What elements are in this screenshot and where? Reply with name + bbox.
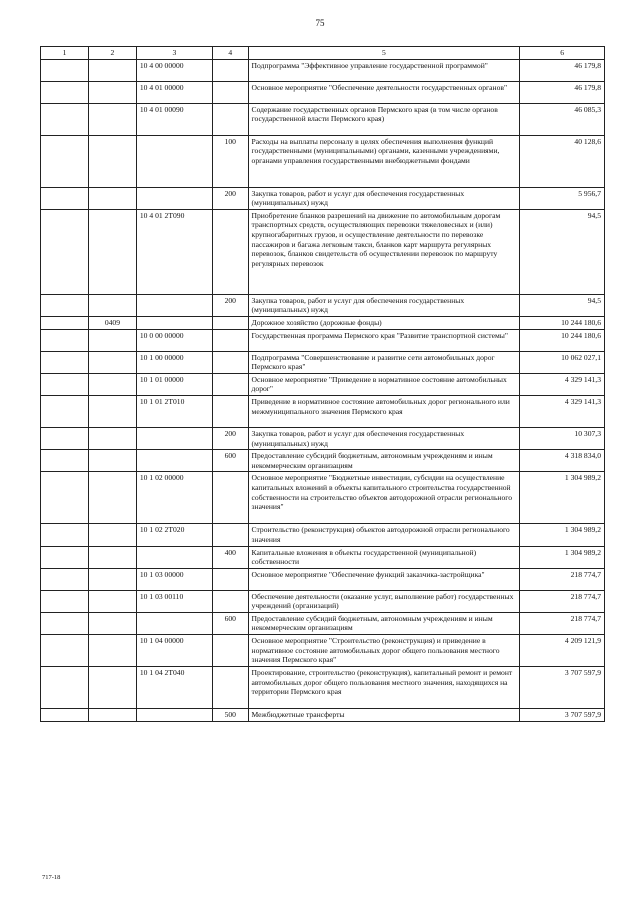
amount-cell: 1 304 989,2 (520, 546, 605, 568)
item-name-cell: Основное мероприятие "Обеспечение деятельности государственных органов" (248, 81, 520, 103)
table-row (41, 427, 605, 449)
subsection-code-cell (88, 546, 136, 568)
table-row (41, 351, 605, 373)
subsection-code-cell (88, 568, 136, 590)
target-article-cell: 10 1 02 00000 (136, 472, 212, 524)
subsection-code-cell (88, 135, 136, 187)
subsection-code-cell (88, 395, 136, 427)
section-code-cell (41, 546, 89, 568)
subsection-code-cell (88, 373, 136, 395)
section-code-cell (41, 709, 89, 722)
expense-type-cell: 600 (213, 450, 249, 472)
amount-cell: 3 707 597,9 (520, 709, 605, 722)
table-row (41, 329, 605, 351)
amount-cell: 46 179,8 (520, 59, 605, 81)
subsection-code-cell (88, 103, 136, 135)
target-article-cell: 10 1 03 00000 (136, 568, 212, 590)
item-name-cell: Предоставление субсидий бюджетным, автономным учреждениям и иным некоммерческим организациям (248, 450, 520, 472)
item-name-cell: Расходы на выплаты персоналу в целях обеспечения выполнения функций государственными (муниципальными) органами, казенными учреждениями, органами управления государственными внебюджетными фондами (248, 135, 520, 187)
table-row (41, 450, 605, 472)
subsection-code-cell (88, 209, 136, 294)
section-code-cell (41, 103, 89, 135)
table-row (41, 524, 605, 546)
expense-type-cell (213, 472, 249, 524)
expense-type-cell (213, 590, 249, 612)
budget-table (40, 46, 605, 722)
item-name-cell: Строительство (реконструкция) объектов автодорожной отрасли регионального значения (248, 524, 520, 546)
target-article-cell: 10 1 01 2Т010 (136, 395, 212, 427)
amount-cell: 10 244 180,6 (520, 316, 605, 329)
column-number: 3 (136, 47, 212, 60)
section-code-cell (41, 209, 89, 294)
section-code-cell (41, 187, 89, 209)
amount-cell: 10 244 180,6 (520, 329, 605, 351)
amount-cell: 1 304 989,2 (520, 524, 605, 546)
item-name-cell: Капитальные вложения в объекты государственной (муниципальной) собственности (248, 546, 520, 568)
subsection-code-cell (88, 612, 136, 634)
amount-cell: 40 128,6 (520, 135, 605, 187)
subsection-code-cell (88, 427, 136, 449)
table-row (41, 590, 605, 612)
column-number: 2 (88, 47, 136, 60)
table-row (41, 472, 605, 524)
column-number: 6 (520, 47, 605, 60)
amount-cell: 4 209 121,9 (520, 635, 605, 667)
subsection-code-cell (88, 81, 136, 103)
amount-cell: 94,5 (520, 294, 605, 316)
expense-type-cell: 400 (213, 546, 249, 568)
item-name-cell: Основное мероприятие "Обеспечение функций заказчика-застройщика" (248, 568, 520, 590)
section-code-cell (41, 568, 89, 590)
amount-cell: 10 062 027,1 (520, 351, 605, 373)
section-code-cell (41, 81, 89, 103)
column-number: 5 (248, 47, 520, 60)
amount-cell: 3 707 597,9 (520, 667, 605, 709)
page-number: 75 (315, 18, 325, 28)
subsection-code-cell (88, 524, 136, 546)
target-article-cell: 10 1 00 00000 (136, 351, 212, 373)
item-name-cell: Приобретение бланков разрешений на движение по автомобильным дорогам транспортных средств, осуществляющих перевозки тяжеловесных и (или) крупногабаритных грузов, и осуществление деятельности по перевозке пассажиров и багажа легковым такси, бланков карт маршрута регулярных перевозок, бланков свидетельств об осуществлении перевозок по маршруту регулярных перевозок (248, 209, 520, 294)
table-row (41, 135, 605, 187)
table-row (41, 187, 605, 209)
section-code-cell (41, 524, 89, 546)
amount-cell: 1 304 989,2 (520, 472, 605, 524)
table-row (41, 373, 605, 395)
column-number: 4 (213, 47, 249, 60)
subsection-code-cell (88, 590, 136, 612)
expense-type-cell (213, 667, 249, 709)
expense-type-cell (213, 81, 249, 103)
amount-cell: 218 774,7 (520, 590, 605, 612)
target-article-cell (136, 294, 212, 316)
item-name-cell: Дорожное хозяйство (дорожные фонды) (248, 316, 520, 329)
amount-cell: 46 085,3 (520, 103, 605, 135)
section-code-cell (41, 427, 89, 449)
expense-type-cell (213, 103, 249, 135)
table-row (41, 612, 605, 634)
subsection-code-cell: 0409 (88, 316, 136, 329)
expense-type-cell (213, 209, 249, 294)
expense-type-cell (213, 568, 249, 590)
amount-cell: 218 774,7 (520, 568, 605, 590)
subsection-code-cell (88, 351, 136, 373)
item-name-cell: Основное мероприятие "Строительство (реконструкция) и приведение в нормативное состояние автомобильных дорог общего пользования местного значения Пермского края" (248, 635, 520, 667)
table-row (41, 81, 605, 103)
amount-cell: 94,5 (520, 209, 605, 294)
expense-type-cell (213, 316, 249, 329)
target-article-cell (136, 450, 212, 472)
section-code-cell (41, 329, 89, 351)
item-name-cell: Основное мероприятие "Приведение в нормативное состояние автомобильных дорог" (248, 373, 520, 395)
table-row (41, 209, 605, 294)
target-article-cell (136, 546, 212, 568)
item-name-cell: Закупка товаров, работ и услуг для обеспечения государственных (муниципальных) нужд (248, 427, 520, 449)
expense-type-cell: 200 (213, 187, 249, 209)
item-name-cell: Государственная программа Пермского края "Развитие транспортной системы" (248, 329, 520, 351)
subsection-code-cell (88, 450, 136, 472)
column-number: 1 (41, 47, 89, 60)
section-code-cell (41, 316, 89, 329)
footer-code: 717-18 (42, 874, 61, 881)
expense-type-cell: 200 (213, 294, 249, 316)
target-article-cell: 10 1 02 2Т020 (136, 524, 212, 546)
section-code-cell (41, 635, 89, 667)
subsection-code-cell (88, 635, 136, 667)
table-row (41, 59, 605, 81)
target-article-cell (136, 135, 212, 187)
table-row (41, 316, 605, 329)
section-code-cell (41, 59, 89, 81)
table-row (41, 568, 605, 590)
target-article-cell: 10 1 04 00000 (136, 635, 212, 667)
section-code-cell (41, 373, 89, 395)
subsection-code-cell (88, 187, 136, 209)
target-article-cell: 10 1 04 2Т040 (136, 667, 212, 709)
section-code-cell (41, 294, 89, 316)
target-article-cell (136, 612, 212, 634)
section-code-cell (41, 590, 89, 612)
column-number-row (41, 47, 605, 60)
section-code-cell (41, 667, 89, 709)
target-article-cell (136, 427, 212, 449)
item-name-cell: Межбюджетные трансферты (248, 709, 520, 722)
item-name-cell: Содержание государственных органов Пермского края (в том числе органов государственной власти Пермского края) (248, 103, 520, 135)
target-article-cell (136, 316, 212, 329)
expense-type-cell (213, 329, 249, 351)
table-row (41, 667, 605, 709)
expense-type-cell (213, 373, 249, 395)
item-name-cell: Приведение в нормативное состояние автомобильных дорог регионального или межмуниципального значения Пермского края (248, 395, 520, 427)
item-name-cell: Предоставление субсидий бюджетным, автономным учреждениям и иным некоммерческим организациям (248, 612, 520, 634)
table-row (41, 635, 605, 667)
expense-type-cell: 200 (213, 427, 249, 449)
item-name-cell: Закупка товаров, работ и услуг для обеспечения государственных (муниципальных) нужд (248, 187, 520, 209)
subsection-code-cell (88, 59, 136, 81)
expense-type-cell (213, 524, 249, 546)
section-code-cell (41, 612, 89, 634)
item-name-cell: Проектирование, строительство (реконструкция), капитальный ремонт и ремонт автомобильных дорог общего пользования местного значения, находящихся на территории Пермского края (248, 667, 520, 709)
expense-type-cell: 100 (213, 135, 249, 187)
item-name-cell: Подпрограмма "Совершенствование и развитие сети автомобильных дорог Пермского края" (248, 351, 520, 373)
table-row (41, 546, 605, 568)
amount-cell: 10 307,3 (520, 427, 605, 449)
item-name-cell: Подпрограмма "Эффективное управление государственной программой" (248, 59, 520, 81)
target-article-cell: 10 1 03 00110 (136, 590, 212, 612)
amount-cell: 4 329 141,3 (520, 395, 605, 427)
section-code-cell (41, 351, 89, 373)
table-row (41, 709, 605, 722)
subsection-code-cell (88, 329, 136, 351)
amount-cell: 4 318 834,0 (520, 450, 605, 472)
item-name-cell: Обеспечение деятельности (оказание услуг, выполнение работ) государственных учреждений (организаций) (248, 590, 520, 612)
expense-type-cell (213, 59, 249, 81)
subsection-code-cell (88, 709, 136, 722)
target-article-cell: 10 4 01 2Т090 (136, 209, 212, 294)
target-article-cell: 10 4 01 00090 (136, 103, 212, 135)
target-article-cell: 10 1 01 00000 (136, 373, 212, 395)
section-code-cell (41, 472, 89, 524)
target-article-cell (136, 187, 212, 209)
subsection-code-cell (88, 667, 136, 709)
expense-type-cell (213, 351, 249, 373)
amount-cell: 4 329 141,3 (520, 373, 605, 395)
section-code-cell (41, 450, 89, 472)
expense-type-cell: 600 (213, 612, 249, 634)
table-row (41, 103, 605, 135)
target-article-cell: 10 0 00 00000 (136, 329, 212, 351)
amount-cell: 5 956,7 (520, 187, 605, 209)
target-article-cell: 10 4 00 00000 (136, 59, 212, 81)
amount-cell: 218 774,7 (520, 612, 605, 634)
expense-type-cell (213, 635, 249, 667)
amount-cell: 46 179,8 (520, 81, 605, 103)
table-row (41, 395, 605, 427)
table-body (41, 47, 605, 722)
expense-type-cell (213, 395, 249, 427)
subsection-code-cell (88, 472, 136, 524)
target-article-cell (136, 709, 212, 722)
item-name-cell: Основное мероприятие "Бюджетные инвестиции, субсидии на осуществление капитальных вложений в объекты капитального строительства государственной собственности на строительство объектов автодорожной отрасли регионального значения" (248, 472, 520, 524)
section-code-cell (41, 395, 89, 427)
expense-type-cell: 500 (213, 709, 249, 722)
subsection-code-cell (88, 294, 136, 316)
item-name-cell: Закупка товаров, работ и услуг для обеспечения государственных (муниципальных) нужд (248, 294, 520, 316)
target-article-cell: 10 4 01 00000 (136, 81, 212, 103)
table-row (41, 294, 605, 316)
section-code-cell (41, 135, 89, 187)
